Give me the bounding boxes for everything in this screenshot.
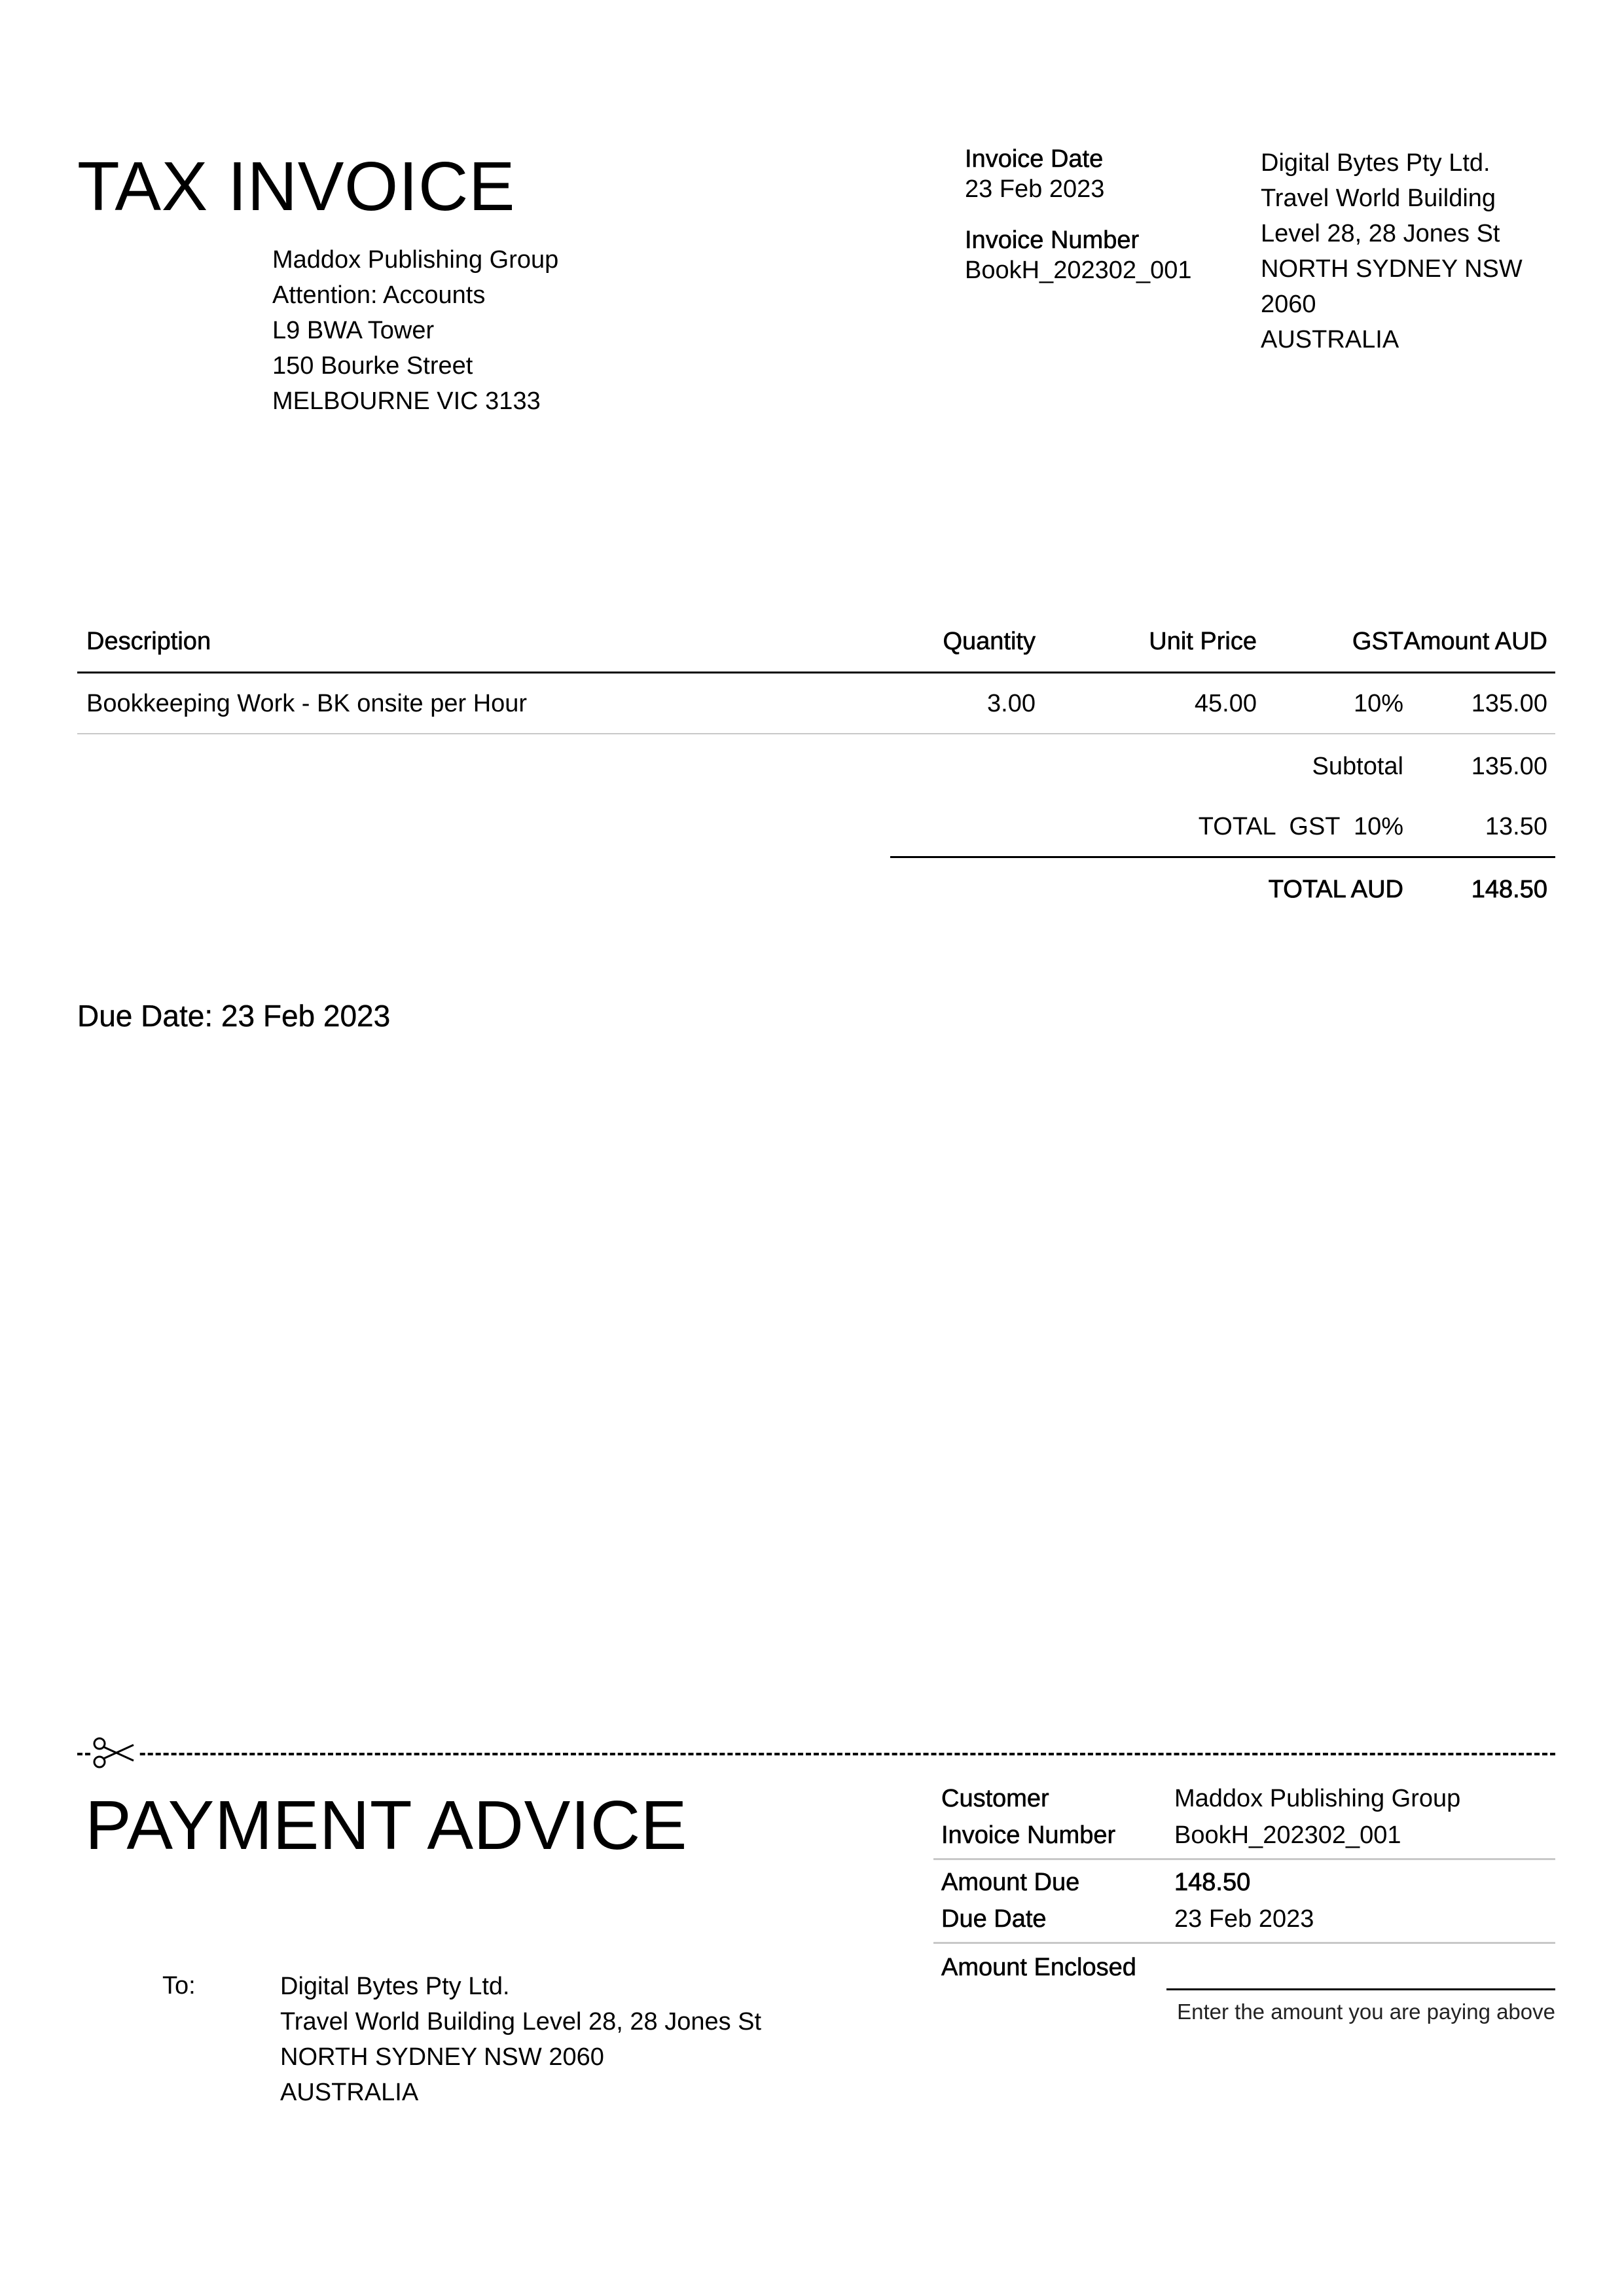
from-address-line: AUSTRALIA	[1261, 326, 1399, 353]
advice-divider-1	[933, 1858, 1555, 1860]
from-address-line: Travel World Building	[1261, 185, 1496, 212]
invoice-date-label: Invoice Date	[965, 145, 1104, 173]
advice-to-line: Digital Bytes Pty Ltd.	[280, 1973, 510, 2000]
advice-title: PAYMENT ADVICE	[85, 1787, 688, 1864]
advice-to-line: NORTH SYDNEY NSW 2060	[280, 2043, 604, 2071]
from-address-line: Digital Bytes Pty Ltd.	[1261, 149, 1490, 177]
advice-to-line: Travel World Building Level 28, 28 Jones St	[280, 2008, 762, 2036]
advice-invoice-number-label: Invoice Number	[941, 1821, 1116, 1849]
scissors-icon	[92, 1734, 137, 1771]
col-header-description: Description	[86, 628, 211, 655]
gst-total-value: 13.50	[1485, 813, 1547, 840]
table-row-divider	[77, 733, 1555, 734]
gst-total-row	[77, 797, 1555, 856]
bill-to-line: L9 BWA Tower	[272, 317, 435, 344]
row-amount: 135.00	[1471, 690, 1547, 717]
subtotal-row	[77, 737, 1555, 796]
advice-to-address	[280, 1969, 761, 2110]
total-divider	[890, 856, 1555, 858]
table-header-divider	[77, 672, 1555, 673]
grand-total-row	[77, 860, 1555, 919]
amount-enclosed-field[interactable]	[1166, 1988, 1555, 1990]
advice-invoice-number-value: BookH_202302_001	[1174, 1821, 1401, 1849]
from-address-line: 2060	[1261, 291, 1316, 318]
advice-amount-due-value: 148.50	[1174, 1869, 1251, 1896]
advice-to-line: AUSTRALIA	[280, 2079, 419, 2106]
subtotal-value: 135.00	[1471, 753, 1547, 780]
row-description: Bookkeeping Work - BK onsite per Hour	[86, 690, 528, 717]
bill-to-line: MELBOURNE VIC 3133	[272, 387, 541, 415]
bill-to-line: Maddox Publishing Group	[272, 246, 559, 274]
amount-enclosed-hint: Enter the amount you are paying above	[1177, 2000, 1555, 2024]
due-date-line: Due Date: 23 Feb 2023	[77, 999, 391, 1033]
col-header-unit-price: Unit Price	[1149, 628, 1257, 655]
advice-due-date-value: 23 Feb 2023	[1174, 1905, 1314, 1933]
invoice-meta	[965, 144, 1192, 285]
advice-amount-due-label: Amount Due	[941, 1869, 1080, 1896]
table-header-row	[77, 612, 1555, 671]
row-gst: 10%	[1353, 690, 1403, 717]
from-address-line: NORTH SYDNEY NSW	[1261, 255, 1523, 283]
invoice-date-value: 23 Feb 2023	[965, 175, 1105, 203]
col-header-quantity: Quantity	[943, 628, 1036, 655]
cut-line	[77, 1753, 1555, 1755]
table-row	[77, 674, 1555, 733]
advice-to-label: To:	[162, 1972, 196, 2000]
col-header-amount: Amount AUD	[1403, 628, 1547, 655]
grand-total-label: TOTAL AUD	[1268, 876, 1403, 903]
advice-divider-2	[933, 1942, 1555, 1944]
col-header-gst: GST	[1352, 628, 1403, 655]
row-unit-price: 45.00	[1194, 690, 1257, 717]
gst-total-label: TOTAL GST 10%	[1198, 813, 1403, 840]
grand-total-value: 148.50	[1471, 876, 1547, 903]
advice-customer-label: Customer	[941, 1785, 1049, 1812]
subtotal-label: Subtotal	[1312, 753, 1403, 780]
invoice-number-label: Invoice Number	[965, 226, 1140, 254]
bill-to-line: Attention: Accounts	[272, 281, 486, 309]
invoice-title: TAX INVOICE	[77, 148, 516, 225]
row-quantity: 3.00	[987, 690, 1036, 717]
from-address	[1261, 145, 1523, 357]
invoice-number-value: BookH_202302_001	[965, 257, 1192, 284]
advice-amount-enclosed-label: Amount Enclosed	[941, 1954, 1136, 1981]
bill-to-line: 150 Bourke Street	[272, 352, 473, 380]
bill-to-address	[272, 242, 558, 419]
advice-customer-value: Maddox Publishing Group	[1174, 1785, 1461, 1812]
advice-due-date-label: Due Date	[941, 1905, 1047, 1933]
from-address-line: Level 28, 28 Jones St	[1261, 220, 1500, 247]
